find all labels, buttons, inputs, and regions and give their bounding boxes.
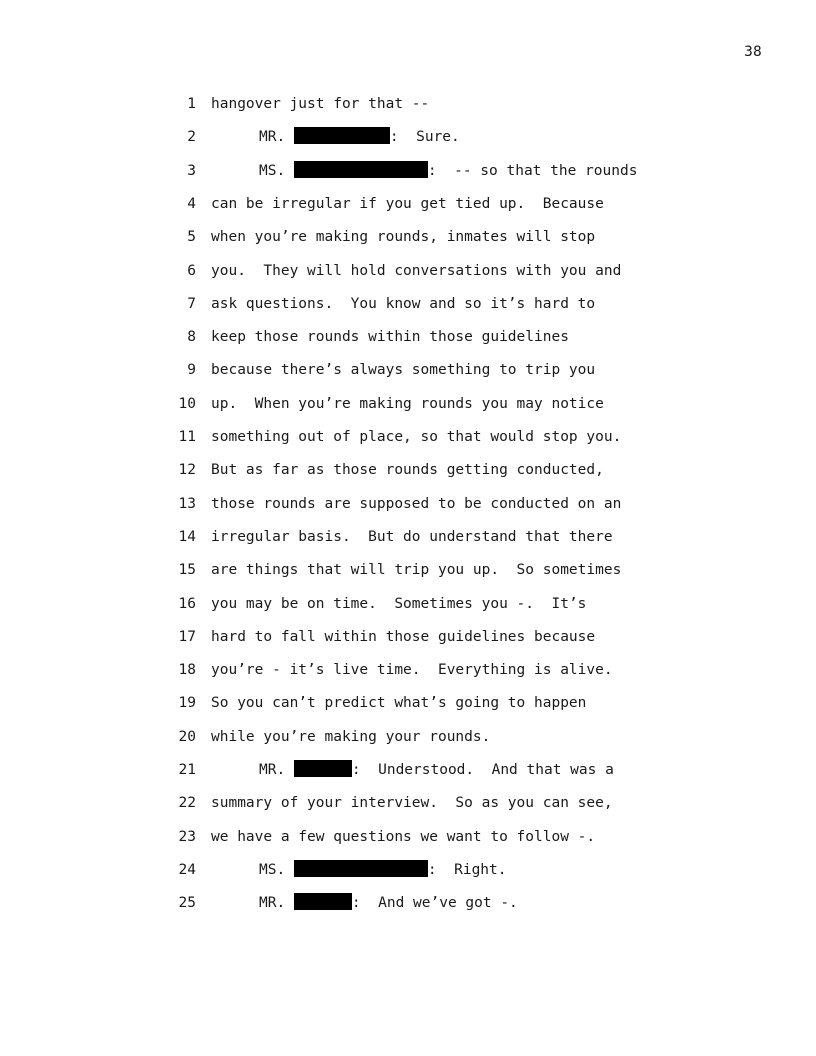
redaction-box <box>294 161 428 178</box>
transcript-line <box>0 893 816 913</box>
spoken-text: keep those rounds within those guidelines <box>211 329 569 346</box>
line-number: 20 <box>178 728 196 745</box>
line-text <box>211 560 621 580</box>
line-number: 12 <box>178 462 196 479</box>
line-text <box>211 494 621 514</box>
line-number: 3 <box>187 162 196 179</box>
line-number: 1 <box>187 96 196 112</box>
transcript-line <box>0 360 816 380</box>
spoken-text: : -- so that the rounds <box>427 162 638 179</box>
line-number: 10 <box>178 395 196 412</box>
line-text <box>211 693 586 713</box>
line-number: 16 <box>178 595 196 612</box>
line-text <box>211 261 621 281</box>
transcript-line <box>0 660 816 680</box>
transcript-line <box>0 460 816 480</box>
spoken-text: up. When you’re making rounds you may notice <box>211 395 604 412</box>
line-number: 17 <box>178 628 196 645</box>
line-number: 13 <box>178 495 196 512</box>
line-number: 2 <box>187 129 196 146</box>
redaction-box <box>294 860 428 877</box>
spoken-text: hangover just for that -- <box>211 96 430 112</box>
transcript-line <box>0 94 816 114</box>
spoken-text: those rounds are supposed to be conducted on an <box>211 495 622 512</box>
line-text <box>211 427 621 447</box>
transcript-line <box>0 394 816 414</box>
transcript-line <box>0 161 816 181</box>
spoken-text: you’re - it’s live time. Everything is alive. <box>211 662 613 679</box>
line-text <box>211 660 613 680</box>
spoken-text: hard to fall within those guidelines because <box>211 628 596 645</box>
line-text <box>211 727 490 747</box>
spoken-text: : And we’ve got -. <box>351 895 518 912</box>
line-text <box>211 627 595 647</box>
speaker-line-text <box>259 161 637 181</box>
transcript-line <box>0 627 816 647</box>
line-text <box>211 227 595 247</box>
speaker-title: MR. <box>259 762 294 778</box>
speaker-line-text <box>259 127 460 147</box>
transcript-line <box>0 827 816 847</box>
line-text <box>211 527 613 547</box>
line-text <box>211 194 604 214</box>
line-number: 22 <box>178 795 196 812</box>
speaker-title: MR. <box>259 129 294 146</box>
line-number: 23 <box>178 828 196 845</box>
spoken-text: you. They will hold conversations with you and <box>211 262 622 279</box>
line-text <box>211 827 595 847</box>
line-text <box>211 793 613 813</box>
transcript-line <box>0 594 816 614</box>
speaker-title: MS. <box>259 162 294 179</box>
spoken-text: summary of your interview. So as you can see, <box>211 795 613 812</box>
speaker-line-text <box>259 760 614 780</box>
line-number: 25 <box>178 895 196 912</box>
spoken-text: : Right. <box>427 861 507 878</box>
transcript-line <box>0 727 816 747</box>
spoken-text: But as far as those rounds getting conducted, <box>211 462 604 479</box>
spoken-text: ask questions. You know and so it’s hard to <box>211 295 596 312</box>
line-number: 11 <box>178 429 196 445</box>
redaction-box <box>294 127 390 144</box>
line-text <box>211 394 604 414</box>
line-number: 21 <box>178 762 196 778</box>
transcript-line <box>0 261 816 281</box>
line-text <box>211 327 569 347</box>
transcript-line <box>0 227 816 247</box>
spoken-text: while you’re making your rounds. <box>211 728 491 745</box>
transcript-line <box>0 527 816 547</box>
transcript-line <box>0 793 816 813</box>
transcript-line <box>0 327 816 347</box>
line-text <box>211 594 586 614</box>
page-number: 38 <box>744 44 762 60</box>
line-text <box>211 360 595 380</box>
line-number: 19 <box>178 695 196 712</box>
transcript-line <box>0 693 816 713</box>
redaction-box <box>294 893 352 910</box>
spoken-text: are things that will trip you up. So sometimes <box>211 562 622 579</box>
spoken-text: So you can’t predict what’s going to happen <box>211 695 587 712</box>
redaction-box <box>294 760 352 777</box>
transcript-line <box>0 560 816 580</box>
speaker-line-text <box>259 860 507 880</box>
spoken-text: : Sure. <box>389 129 460 146</box>
line-number: 14 <box>178 528 196 545</box>
line-number: 6 <box>187 262 196 279</box>
line-number: 5 <box>187 229 196 246</box>
line-text <box>211 294 595 314</box>
transcript-line <box>0 494 816 514</box>
transcript-line <box>0 760 816 780</box>
transcript-line <box>0 194 816 214</box>
transcript-line <box>0 860 816 880</box>
line-number: 18 <box>178 662 196 679</box>
speaker-line-text <box>259 893 518 913</box>
transcript-line <box>0 294 816 314</box>
spoken-text: because there’s always something to trip you <box>211 362 596 379</box>
transcript-line <box>0 127 816 147</box>
line-number: 8 <box>187 329 196 346</box>
line-number: 7 <box>187 295 196 312</box>
line-text <box>211 94 429 114</box>
spoken-text: something out of place, so that would stop you. <box>211 429 622 445</box>
transcript-line <box>0 427 816 447</box>
spoken-text: can be irregular if you get tied up. Because <box>211 195 604 212</box>
spoken-text: we have a few questions we want to follow -. <box>211 828 596 845</box>
speaker-title: MS. <box>259 861 294 878</box>
spoken-text: : Understood. And that was a <box>351 762 614 778</box>
line-number: 4 <box>187 195 196 212</box>
line-number: 24 <box>178 861 196 878</box>
line-text <box>211 460 604 480</box>
line-number: 15 <box>178 562 196 579</box>
spoken-text: irregular basis. But do understand that there <box>211 528 613 545</box>
speaker-title: MR. <box>259 895 294 912</box>
spoken-text: when you’re making rounds, inmates will stop <box>211 229 596 246</box>
spoken-text: you may be on time. Sometimes you -. It’s <box>211 595 587 612</box>
line-number: 9 <box>187 362 196 379</box>
